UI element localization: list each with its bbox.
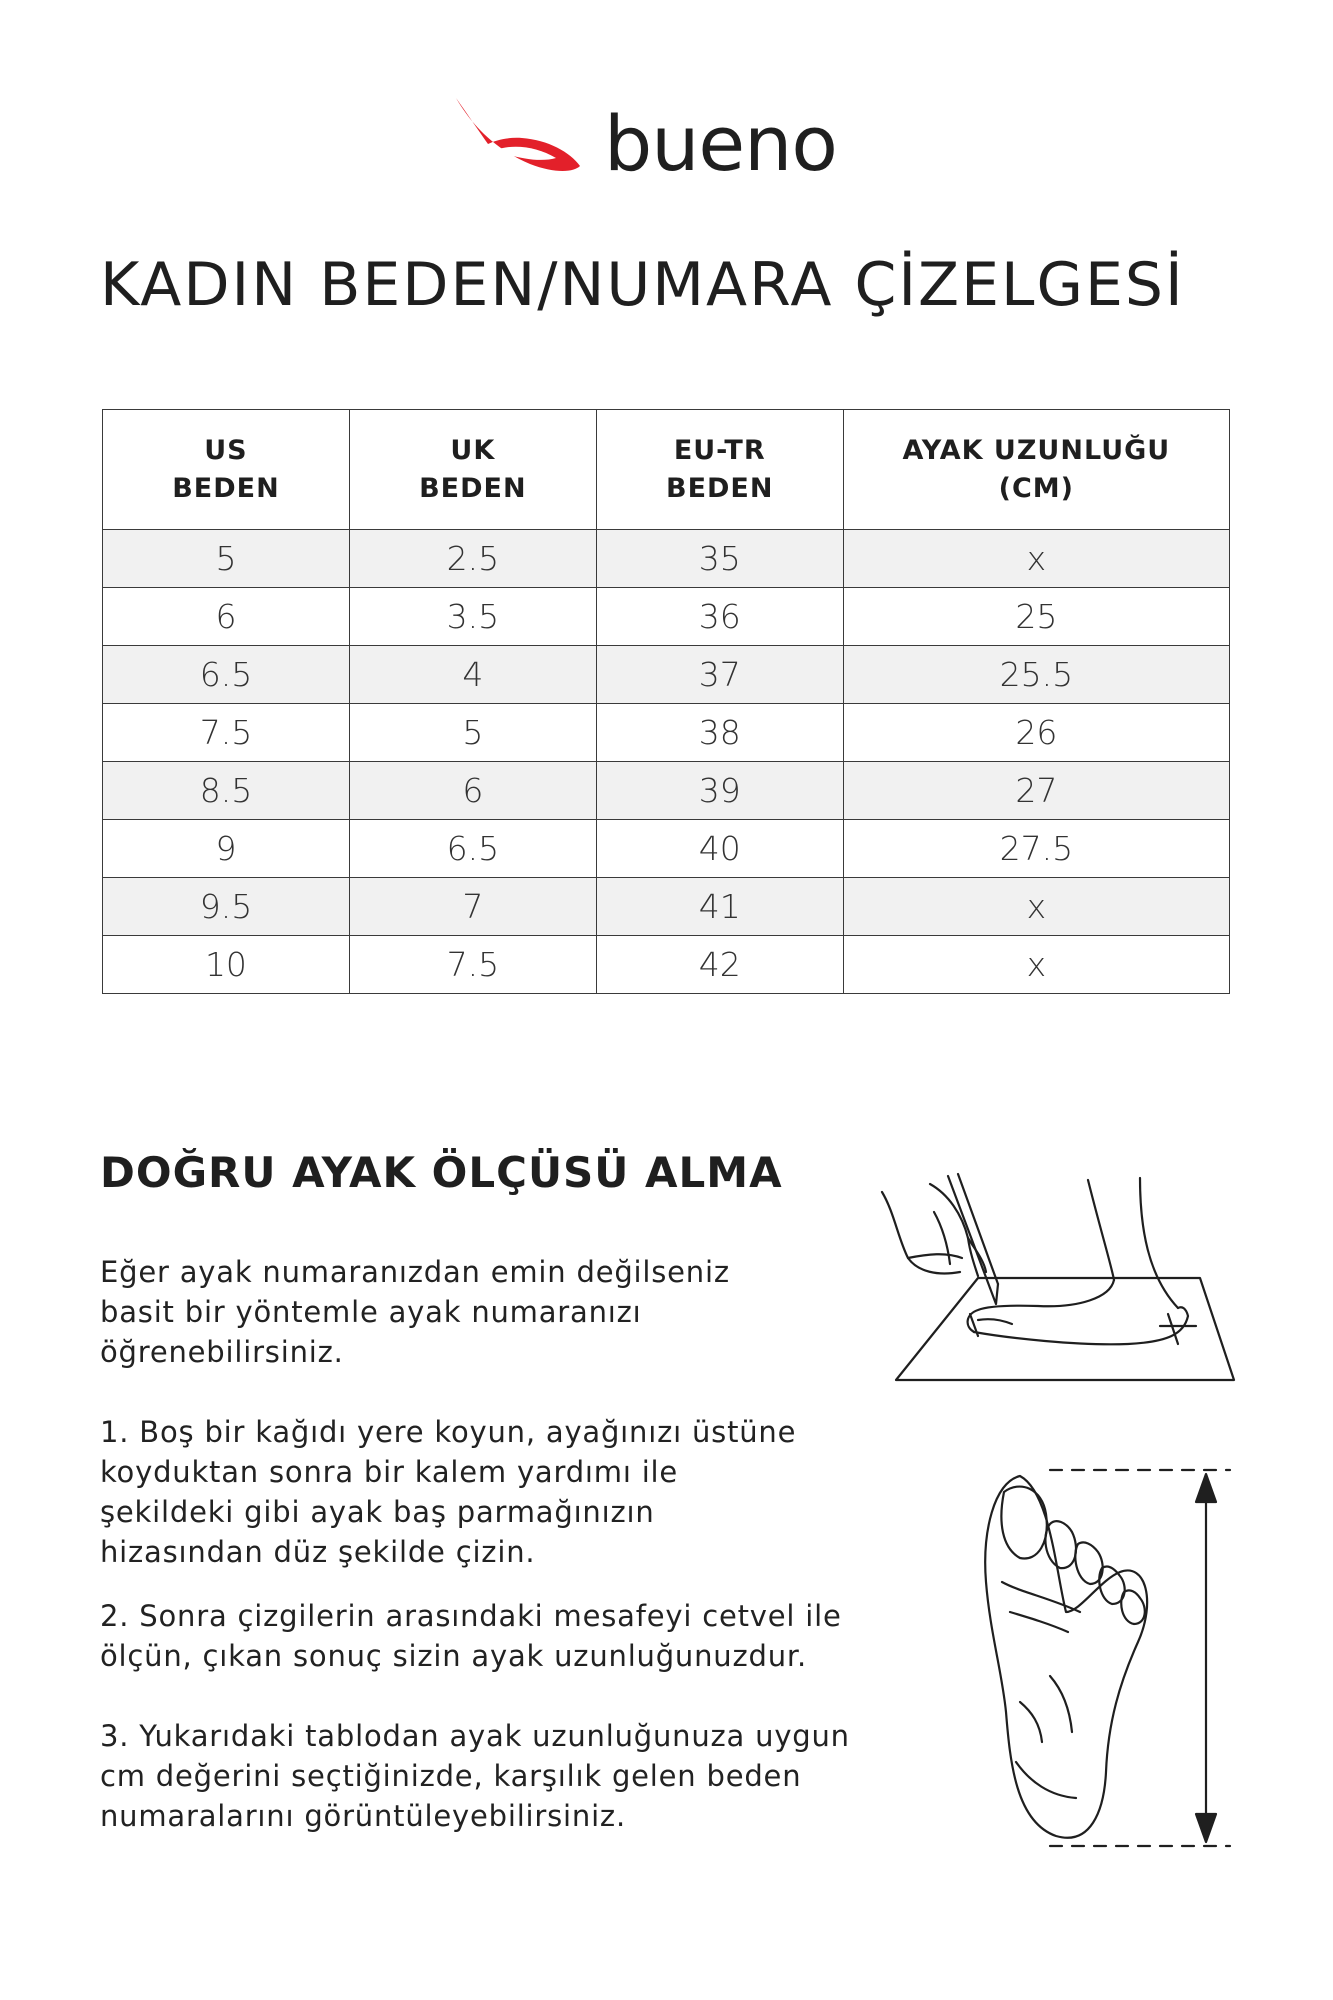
cell-eu: 39: [596, 762, 843, 820]
cell-us: 7.5: [103, 704, 350, 762]
cell-eu: 38: [596, 704, 843, 762]
bueno-logo-icon: [452, 92, 592, 182]
table-row: [103, 762, 1230, 820]
table-row: [103, 704, 1230, 762]
header-us: US BEDEN: [103, 410, 350, 530]
page-title: KADIN BEDEN/NUMARA ÇİZELGESİ: [100, 250, 1185, 320]
cell-eu: 37: [596, 646, 843, 704]
table-row: [103, 936, 1230, 994]
header-eu-tr: EU-TR BEDEN: [596, 410, 843, 530]
cell-cm: x: [843, 936, 1229, 994]
cell-us: 6.5: [103, 646, 350, 704]
cell-cm: 25.5: [843, 646, 1229, 704]
cell-eu: 35: [596, 530, 843, 588]
cell-us: 8.5: [103, 762, 350, 820]
cell-uk: 6.5: [349, 820, 596, 878]
size-chart-table: [102, 409, 1230, 994]
foot-sole-measure-illustration: [980, 1462, 1236, 1854]
cell-cm: x: [843, 530, 1229, 588]
table-header-row: [103, 410, 1230, 530]
header-uk: UK BEDEN: [349, 410, 596, 530]
cell-eu: 40: [596, 820, 843, 878]
header-foot-length: AYAK UZUNLUĞU (CM): [843, 410, 1229, 530]
cell-uk: 4: [349, 646, 596, 704]
cell-cm: 27: [843, 762, 1229, 820]
cell-cm: 25: [843, 588, 1229, 646]
cell-us: 9: [103, 820, 350, 878]
cell-us: 9.5: [103, 878, 350, 936]
table-row: [103, 820, 1230, 878]
foot-tracing-illustration: [878, 1168, 1238, 1398]
cell-uk: 6: [349, 762, 596, 820]
table-row: [103, 588, 1230, 646]
brand-logo: [452, 92, 837, 192]
cell-eu: 41: [596, 878, 843, 936]
guide-step-2: 2. Sonra çizgilerin arasındaki mesafeyi cetvel ile ölçün, çıkan sonuç sizin ayak uzunluğunuzdur.: [100, 1599, 842, 1673]
cell-us: 10: [103, 936, 350, 994]
guide-step-3: 3. Yukarıdaki tablodan ayak uzunluğunuza uygun cm değerini seçtiğinizde, karşılık gelen beden numaralarını görüntüleyebilirsiniz.: [100, 1719, 850, 1833]
table-row: [103, 646, 1230, 704]
cell-uk: 5: [349, 704, 596, 762]
table-row: [103, 530, 1230, 588]
guide-title: DOĞRU AYAK ÖLÇÜSÜ ALMA: [100, 1148, 783, 1197]
cell-uk: 7.5: [349, 936, 596, 994]
cell-uk: 3.5: [349, 588, 596, 646]
cell-us: 6: [103, 588, 350, 646]
cell-cm: 27.5: [843, 820, 1229, 878]
table-row: [103, 878, 1230, 936]
cell-us: 5: [103, 530, 350, 588]
brand-name: bueno: [604, 99, 837, 188]
cell-cm: x: [843, 878, 1229, 936]
guide-intro: Eğer ayak numaranızdan emin değilseniz basit bir yöntemle ayak numaranızı öğrenebilirsiniz.: [100, 1255, 730, 1369]
cell-uk: 2.5: [349, 530, 596, 588]
cell-cm: 26: [843, 704, 1229, 762]
cell-eu: 36: [596, 588, 843, 646]
guide-step-1: 1. Boş bir kağıdı yere koyun, ayağınızı üstüne koyduktan sonra bir kalem yardımı ile şekildeki gibi ayak baş parmağınızın hizasından düz şekilde çizin.: [100, 1415, 797, 1569]
cell-eu: 42: [596, 936, 843, 994]
cell-uk: 7: [349, 878, 596, 936]
